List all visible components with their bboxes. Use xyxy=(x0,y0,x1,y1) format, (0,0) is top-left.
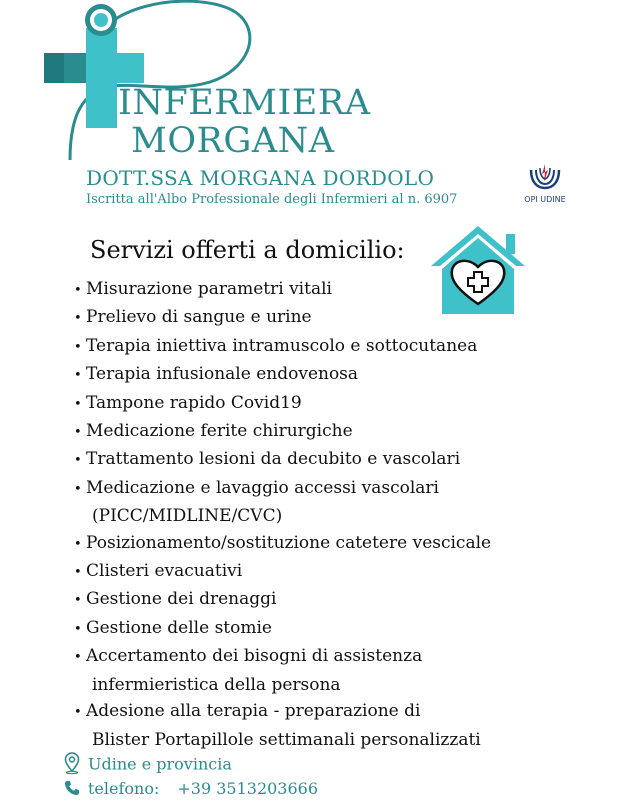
opi-logo xyxy=(520,160,570,204)
phone-number[interactable]: +39 3513203666 xyxy=(177,779,319,798)
list-item: • Trattamento lesioni da decubito e vascolari xyxy=(74,446,491,474)
list-item: • Medicazione e lavaggio accessi vascolari (PICC/MIDLINE/CVC) xyxy=(74,475,491,530)
brand-line-1: INFERMIERA xyxy=(118,83,371,123)
phone-icon xyxy=(64,780,88,800)
brand-name xyxy=(118,84,370,160)
list-item: • Posizionamento/sostituzione catetere vescicale xyxy=(74,530,491,558)
list-item: • Terapia iniettiva intramuscolo e sottocutanea xyxy=(74,333,491,361)
list-item: • Medicazione ferite chirurgiche xyxy=(74,418,491,446)
list-item: • Clisteri evacuativi xyxy=(74,558,491,586)
opi-emblem-icon xyxy=(527,160,563,190)
contact-phone xyxy=(64,779,318,800)
list-item: • Misurazione parametri vitali xyxy=(74,276,491,304)
list-item: • Prelievo di sangue e urine xyxy=(74,304,491,332)
list-item: • Tampone rapido Covid19 xyxy=(74,390,491,418)
list-item: • Adesione alla terapia - preparazione di Blister Portapillole settimanali personalizzati xyxy=(74,698,491,753)
doctor-name: DOTT.SSA MORGANA DORDOLO xyxy=(86,166,435,190)
registry-info: Iscritta all'Albo Professionale degli Infermieri al n. 6907 xyxy=(86,192,458,207)
phone-label: telefono: xyxy=(88,779,160,798)
location-pin-icon xyxy=(64,752,88,778)
list-item: • Terapia infusionale endovenosa xyxy=(74,361,491,389)
list-item: • Accertamento dei bisogni di assistenza infermieristica della persona xyxy=(74,643,491,698)
contact-location xyxy=(64,752,232,778)
list-item: • Gestione dei drenaggi xyxy=(74,586,491,614)
services-title: Servizi offerti a domicilio: xyxy=(90,236,405,264)
brand-line-2: MORGANA xyxy=(131,121,335,161)
opi-label: OPI UDINE xyxy=(524,195,566,204)
services-list xyxy=(74,276,491,753)
list-item: • Gestione delle stomie xyxy=(74,615,491,643)
location-text: Udine e provincia xyxy=(88,754,232,774)
